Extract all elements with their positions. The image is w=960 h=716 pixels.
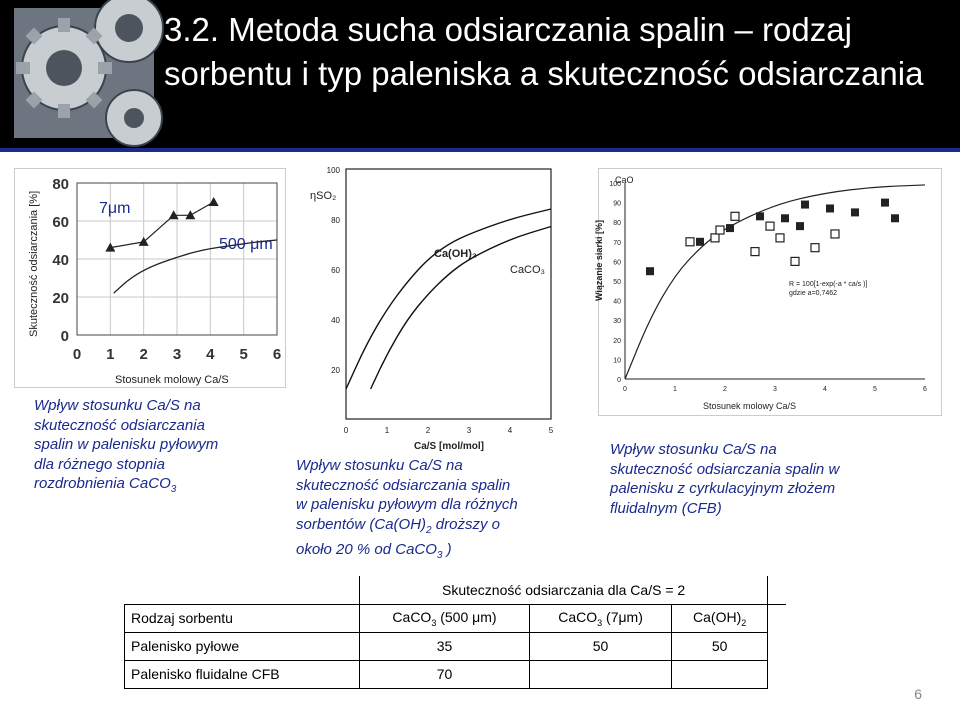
chart3-cao-label: CaO: [615, 175, 634, 185]
chart3-ytick: 80: [613, 220, 621, 228]
chart2-marks: [346, 209, 551, 389]
chart3-point-open: [716, 226, 724, 234]
chart3-point-open: [711, 234, 719, 242]
chart1-xtick: 0: [72, 346, 82, 363]
chart3-point-open: [686, 238, 694, 246]
chart3-ylabel: Wiązanie siarki [%]: [594, 220, 604, 301]
chart3-point-filled: [696, 238, 704, 246]
chart2-xtick: 4: [507, 426, 513, 435]
chart1-yticks: [52, 176, 69, 345]
chart3-ytick: 30: [613, 318, 621, 326]
chart1-ylabel: Skuteczność odsiarczania [%]: [28, 190, 40, 337]
chart3-point-filled: [881, 199, 889, 207]
chart3-point-filled: [781, 214, 789, 222]
chart2-svg: [296, 163, 566, 455]
chart1-xlabel: Stosunek molowy Ca/S: [115, 374, 229, 386]
chart2-xtick: 0: [343, 426, 349, 435]
chart1-xtick: 1: [106, 346, 115, 363]
table-header-cell: CaCO$_3$ (7μm): [530, 604, 672, 632]
chart3-point-open: [751, 248, 759, 256]
chart1-xtick: 2: [139, 346, 148, 363]
chart2-xticks: [344, 426, 554, 435]
chart3-xtick: 1: [673, 386, 677, 393]
table-row: Palenisko pyłowe 35 50 50: [125, 632, 787, 660]
chart-particle-size: [14, 168, 286, 388]
table-header-cell: $Ca(OH)_2$: [672, 604, 768, 632]
chart3-point-open: [811, 244, 819, 252]
chart3-point-open: [791, 257, 799, 265]
chart-sorbent-type: [296, 163, 566, 455]
table-header-cell: CaCO$_3$ (500 μm): [359, 604, 529, 632]
chart3-ytick: 70: [613, 239, 621, 247]
chart3-xtick: 6: [923, 386, 927, 393]
efficiency-table: [124, 576, 786, 689]
chart1-label-500um: 500 μm: [219, 236, 273, 253]
chart1-ytick: 20: [52, 290, 69, 307]
chart2-xtick: 3: [466, 426, 472, 435]
chart1-svg: [15, 169, 287, 389]
chart3-xlabel: Stosunek molowy Ca/S: [703, 401, 797, 411]
chart3-point-open: [776, 234, 784, 242]
chart2-ytick: 20: [331, 366, 340, 375]
chart3-ytick: 40: [613, 298, 621, 306]
table-caption: Skuteczność odsiarczania dla Ca/S = 2: [359, 576, 767, 604]
chart1-xticks: [73, 346, 281, 363]
chart3-xtick: 4: [823, 386, 827, 393]
chart3-yticks: [609, 181, 621, 384]
chart3-ytick: 100: [609, 181, 621, 188]
chart1-xtick: 6: [272, 346, 282, 363]
chart3-xtick: 0: [623, 386, 627, 393]
table-header-cell: Rodzaj sorbentu: [125, 604, 360, 632]
chart2-xtick: 5: [548, 426, 554, 435]
chart3-formula-param: gdzie a=0,7462: [789, 290, 838, 297]
chart1-label-7um: 7μm: [99, 200, 131, 217]
chart3-ytick: 20: [613, 337, 621, 345]
chart2-label-caoh: Ca(OH)₂: [434, 248, 477, 260]
chart2-ytick: 100: [326, 166, 340, 175]
chart3-ytick: 60: [613, 259, 621, 267]
page-number: 6: [914, 686, 922, 702]
chart1-ytick: 0: [60, 328, 69, 345]
chart3-point-filled: [801, 201, 809, 209]
table-caption-row: [125, 576, 787, 604]
caption-sorbent-type: Wpływ stosunku Ca/S na skuteczność odsiarczania spalin w palenisku pyłowym dla różnych sorbentów ($Ca(OH)_2$ droższy o około 20 % od CaCO$_3$ ): [296, 457, 518, 561]
chart1-xtick: 3: [172, 346, 182, 363]
chart3-ytick: 10: [613, 357, 621, 365]
chart3-point-filled: [826, 204, 834, 212]
chart2-xlabel: Ca/S [mol/mol]: [414, 441, 485, 452]
chart3-point-filled: [891, 214, 899, 222]
table-header-row: [125, 604, 787, 632]
chart2-ytick: 60: [331, 266, 340, 275]
chart3-point-filled: [646, 267, 654, 275]
chart2-label-caco: CaCO₃: [510, 264, 546, 276]
slide-title: 3.2. Metoda sucha odsiarczania spalin – rodzaj sorbentu i typ paleniska a skuteczność odsiarczania: [164, 11, 924, 92]
chart3-xtick: 3: [773, 386, 777, 393]
chart2-xtick: 1: [384, 426, 390, 435]
table-row: Palenisko fluidalne CFB 70: [125, 660, 787, 688]
chart3-point-filled: [756, 212, 764, 220]
gear-icon: [14, 8, 154, 138]
chart3-point-filled: [851, 208, 859, 216]
chart3-point-open: [831, 230, 839, 238]
title-underline: [0, 148, 960, 152]
chart1-ytick: 80: [52, 176, 69, 193]
chart1-xtick: 5: [239, 346, 248, 363]
chart2-ylabel: ηSO₂: [310, 190, 337, 202]
chart3-point-open: [731, 212, 739, 220]
chart1-ytick: 60: [52, 214, 69, 231]
caption-cfb: Wpływ stosunku Ca/S na skuteczność odsiarczania spalin w palenisku z cyrkulacyjnym złożem fluidalnym (CFB): [610, 441, 840, 517]
chart2-ytick: 40: [331, 316, 340, 325]
chart3-ytick: 90: [613, 200, 621, 208]
chart2-xtick: 2: [425, 426, 431, 435]
chart3-xticks: [623, 386, 927, 393]
chart3-ytick: 0: [617, 377, 621, 384]
chart3-formula: R = 100[1-exp(-a * ca/s )]: [789, 281, 868, 288]
chart-cfb: [594, 168, 942, 416]
chart3-point-filled: [796, 222, 804, 230]
title-bar: [0, 0, 960, 148]
chart3-svg: [594, 169, 943, 417]
chart2-ytick: 80: [331, 216, 340, 225]
chart3-point-open: [766, 222, 774, 230]
chart3-point-filled: [726, 224, 734, 232]
chart3-xtick: 2: [723, 386, 727, 393]
chart3-ytick: 50: [613, 279, 621, 286]
caption-particle-size: Wpływ stosunku Ca/S na skuteczność odsiarczania spalin w palenisku pyłowym dla różnego stopnia rozdrobnienia CaCO$_3$: [34, 397, 219, 495]
chart3-xtick: 5: [873, 386, 877, 393]
chart1-ytick: 40: [52, 252, 69, 269]
chart1-xtick: 4: [206, 346, 215, 363]
